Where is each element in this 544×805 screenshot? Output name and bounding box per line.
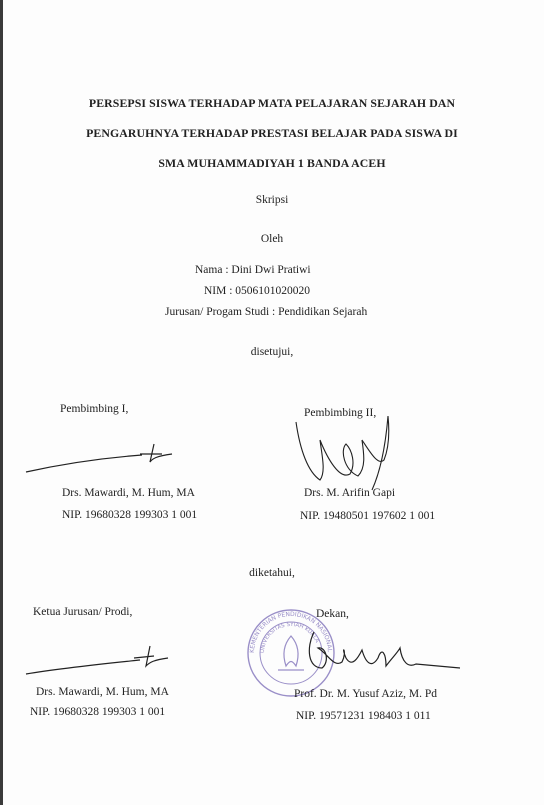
head-dept-nip: NIP. 19680328 199303 1 001 [30,706,166,718]
advisor2-signature [292,410,402,495]
dean-name: Prof. Dr. M. Yusuf Aziz, M. Pd [294,688,438,700]
head-dept-name: Drs. Mawardi, M. Hum, MA [36,686,169,698]
advisor1-nip: NIP. 19680328 199303 1 001 [62,509,198,521]
advisor1-signature [22,432,182,477]
by-label: Oleh [260,233,284,245]
student-nim: NIM : 0506101020020 [204,285,311,297]
title-line-1: PERSEPSI SISWA TERHADAP MATA PELAJARAN SEJARAH DAN [88,96,456,110]
seal-inner-text: UNIVERSITAS SYIAH KUALA [259,621,320,654]
student-program: Jurusan/ Progam Studi : Pendidikan Sejarah [165,306,368,318]
advisor1-name: Drs. Mawardi, M. Hum, MA [62,487,195,499]
dean-nip: NIP. 19571231 198403 1 011 [296,710,431,722]
student-name: Nama : Dini Dwi Pratiwi [195,264,311,276]
document-type: Skripsi [255,194,289,206]
dean-role: Dekan, [316,608,349,620]
head-dept-signature [22,640,182,680]
advisor1-role: Pembimbing I, [60,403,129,415]
title-line-3: SMA MUHAMMADIYAH 1 BANDA ACEH [158,156,386,170]
head-dept-role: Ketua Jurusan/ Prodi, [33,606,133,618]
approved-label: disetujui, [250,346,294,358]
advisor2-name: Drs. M. Arifin Gapi [304,487,396,499]
known-label: diketahui, [249,567,295,579]
advisor2-role: Pembimbing II, [304,407,377,419]
advisor2-nip: NIP. 19480501 197602 1 001 [300,510,436,522]
seal-outer-text: KEMENTERIAN PENDIDIKAN NASIONAL [248,610,334,654]
page-edge [0,0,3,805]
title-line-2: PENGARUHNYA TERHADAP PRESTASI BELAJAR PADA SISWA DI [86,126,458,140]
dean-signature [300,628,470,678]
